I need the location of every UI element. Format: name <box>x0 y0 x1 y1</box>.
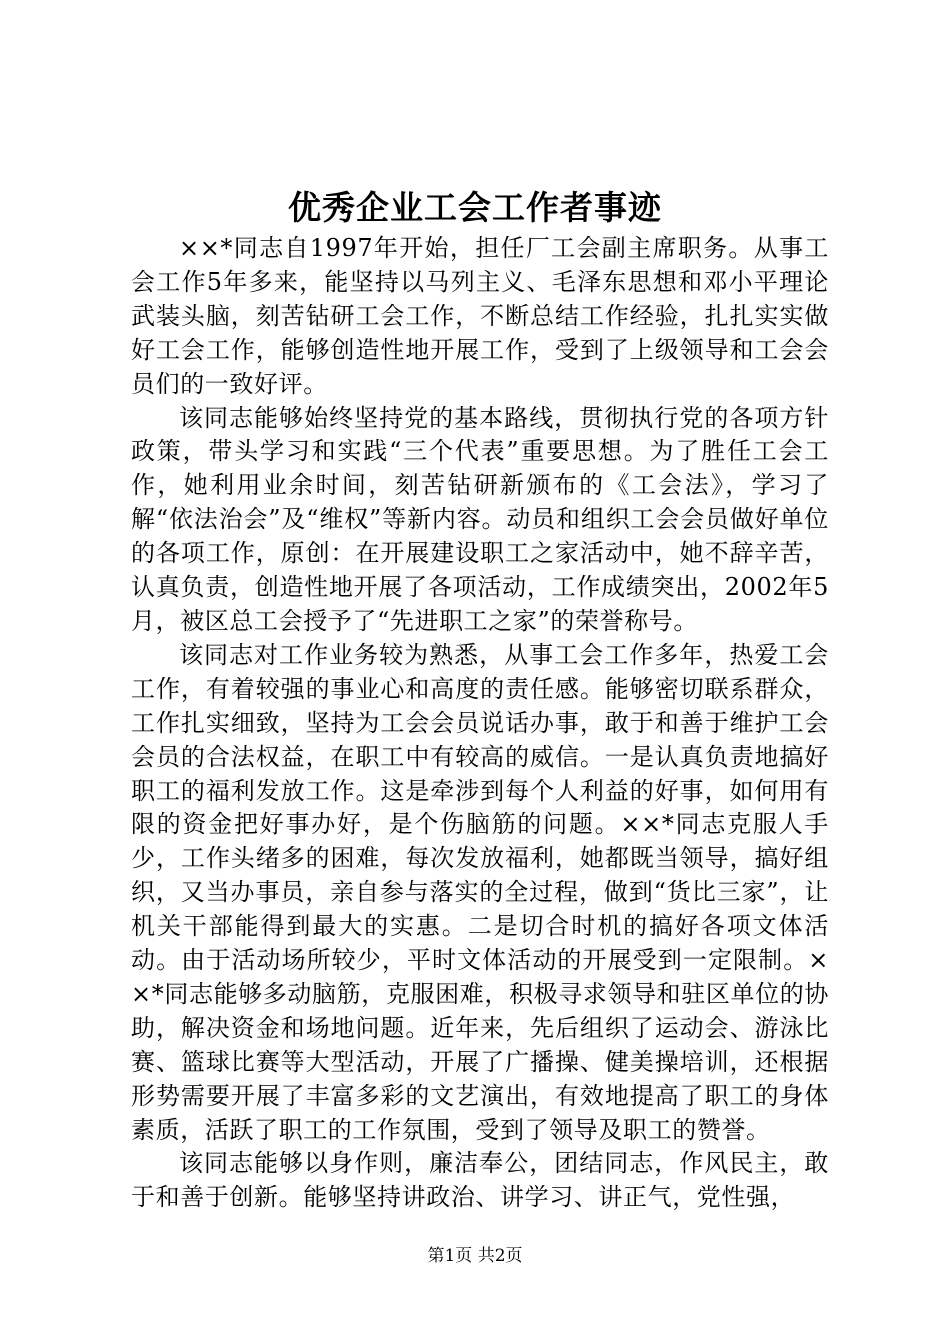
document-title: 优秀企业工会工作者事迹 <box>288 188 662 227</box>
paragraph-1: ××*同志自1997年开始，担任厂工会副主席职务。从事工会工作5年多来，能坚持以马列主义、毛泽东思想和邓小平理论武装头脑，刻苦钻研工会工作，不断总结工作经验，扎扎实实做好工会工作，能够创造性地开展工作，受到了上级领导和工会会员们的一致好评。 <box>131 234 829 398</box>
paragraph-3: 该同志对工作业务较为熟悉，从事工会工作多年，热爱工会工作，有着较强的事业心和高度的责任感。能够密切联系群众，工作扎实细致，坚持为工会会员说话办事，敢于和善于维护工会会员的合法权益，在职工中有较高的威信。一是认真负责地搞好职工的福利发放工作。这是牵涉到每个人利益的好事，如何用有限的资金把好事办好，是个伤脑筋的问题。××*同志克服人手少，工作头绪多的困难，每次发放福利，她都既当领导，搞好组织，又当办事员，亲自参与落实的全过程，做到“货比三家”，让机关干部能得到最大的实惠。二是切合时机的搞好各项文体活动。由于活动场所较少，平时文体活动的开展受到一定限制。××*同志能够多动脑筋，克服困难，积极寻求领导和驻区单位的协助，解决资金和场地问题。近年来，先后组织了运动会、游泳比赛、篮球比赛等大型活动，开展了广播操、健美操培训，还根据形势需要开展了丰富多彩的文艺演出，有效地提高了职工的身体素质，活跃了职工的工作氛围，受到了领导及职工的赞誉。 <box>131 640 829 1144</box>
page-footer: 第1页 共2页 <box>427 1246 523 1266</box>
paragraph-4: 该同志能够以身作则，廉洁奉公，团结同志，作风民主，敢于和善于创新。能够坚持讲政治、讲学习、讲正气，党性强， <box>131 1149 829 1212</box>
document-body <box>131 232 829 1215</box>
paragraph-2: 该同志能够始终坚持党的基本路线，贯彻执行党的各项方针政策，带头学习和实践“三个代表”重要思想。为了胜任工会工作，她利用业余时间，刻苦钻研新颁布的《工会法》，学习了解“依法治会”及“维权”等新内容。动员和组织工会会员做好单位的各项工作，原创：在开展建设职工之家活动中，她不辞辛苦，认真负责，创造性地开展了各项活动，工作成绩突出，2002年5月，被区总工会授予了“先进职工之家”的荣誉称号。 <box>131 403 829 635</box>
